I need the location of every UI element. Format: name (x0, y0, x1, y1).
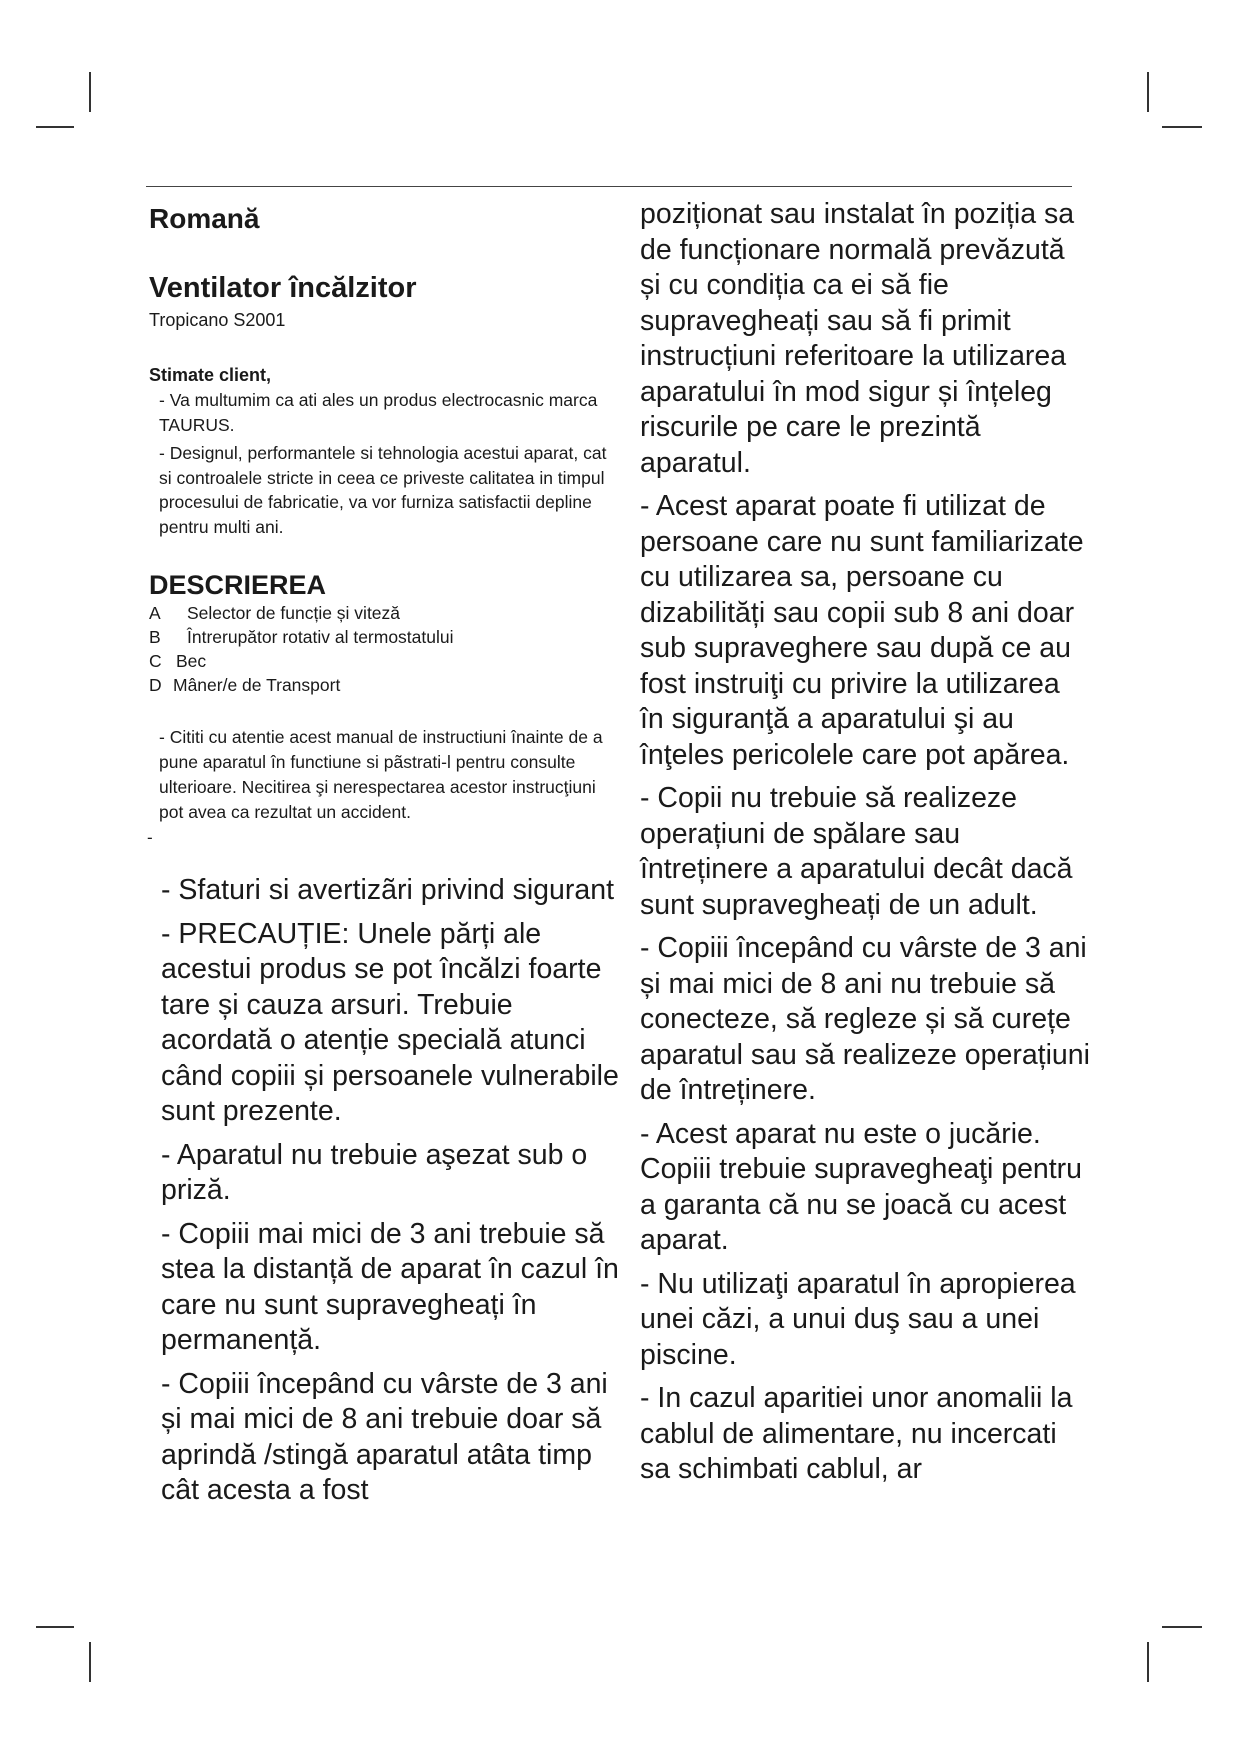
header-rule (146, 186, 1072, 187)
safety-paragraph: - Nu utilizaţi aparatul în apropierea unei căzi, a unui duş sau a unei piscine. (640, 1267, 1076, 1371)
description-item (149, 673, 619, 697)
intro-paragraph: - Va multumim ca ati ales un produs electrocasnic marca TAURUS. (159, 390, 598, 435)
safety-paragraph: poziționat sau instalat în poziția sa de funcționare normală prevăzută și cu condiția ca ei să fie supravegheați sau să fi primit instrucțiuni referitoare la utilizarea aparatului în mod sigur și înțeleg riscurile pe care le prezintă aparatul. (640, 198, 1075, 479)
crop-mark-bottom-right-h (1162, 1626, 1202, 1628)
description-label: Întrerupător rotativ al termostatului (187, 627, 454, 647)
safety-paragraph: - Copiii mai mici de 3 ani trebuie să stea la distanță de aparat în cazul în care nu sunt supravegheați în permanență. (161, 1217, 619, 1356)
safety-paragraph: - Acest aparat poate fi utilizat de persoane care nu sunt familiarizate cu utilizarea sa, persoane cu dizabilități sau copii sub 8 ani doar sub supraveghere sau după ce au fost instruiţi cu privire la utilizarea în siguranţă a aparatului şi au înţeles pericolele care pot apărea. (640, 490, 1084, 771)
crop-mark-bottom-left-h (36, 1626, 74, 1628)
left-column (149, 200, 619, 1517)
description-item (149, 649, 619, 673)
safety-paragraph: - Sfaturi si avertizãri privind sigurant (161, 874, 614, 906)
safety-paragraph: - PRECAUȚIE: Unele părți ale acestui produs se pot încălzi foarte tare și cauza arsuri. Trebuie acordată o atenție specială atunci când copiii și persoanele vulnerabile sunt prezente. (161, 917, 619, 1127)
description-letter: A (149, 603, 161, 623)
description-item (149, 601, 619, 625)
description-list (149, 601, 619, 697)
description-letter: C (149, 651, 162, 671)
safety-paragraph: - Acest aparat nu este o jucărie. Copiii trebuie supravegheaţi pentru a garanta că nu se joacă cu acest aparat. (640, 1117, 1083, 1256)
model-name: Tropicano S2001 (149, 310, 286, 330)
greeting: Stimate client, (149, 365, 272, 385)
right-column (640, 197, 1090, 1496)
safety-paragraph: - Copiii începând cu vârste de 3 ani și mai mici de 8 ani nu trebuie să conecteze, să regleze și să curețe aparatul sau să realizeze operațiuni de întreținere. (640, 932, 1090, 1106)
dash-separator: - (147, 828, 153, 847)
crop-mark-bottom-right-v (1147, 1642, 1149, 1682)
safety-paragraph: - Copii nu trebuie să realizeze operațiuni de spălare sau întreținere a aparatului decât dacă sunt supravegheați de un adult. (640, 782, 1073, 921)
crop-mark-top-right-v (1147, 72, 1149, 112)
safety-paragraph: - Copiii începând cu vârste de 3 ani și mai mici de 8 ani trebuie doar să aprindă /stingă aparatul atâta timp cât acesta a fost (161, 1367, 608, 1506)
read-instructions-warning: - Cititi cu atentie acest manual de instructiuni înainte de a pune aparatul în functiune si pãstrati-l pentru consulte ulterioare. Necitirea şi nerespectarea acestor instrucţiuni pot avea ca rezultat un accident. (159, 727, 603, 822)
product-title: Ventilator încălzitor (149, 272, 417, 304)
crop-mark-top-right-h (1162, 126, 1202, 128)
description-label: Selector de funcție și viteză (187, 603, 401, 623)
intro-paragraph: - Designul, performantele si tehnologia acestui aparat, cat si controalele stricte in ceea ce priveste calitatea in timpul procesului de fabricatie, va vor furniza satisfactii depline pentru multi ani. (159, 443, 607, 537)
description-label: Bec (176, 651, 207, 671)
description-heading: DESCRIEREA (149, 570, 327, 600)
language-heading: Romană (149, 203, 260, 234)
crop-mark-top-left-h (36, 126, 74, 128)
description-item (149, 625, 619, 649)
description-label: Mâner/e de Transport (173, 675, 341, 695)
safety-paragraph: - In cazul aparitiei unor anomalii la cablul de alimentare, nu incercati sa schimbati cablul, ar (640, 1382, 1073, 1485)
description-letter: D (149, 675, 162, 695)
crop-mark-bottom-left-v (89, 1642, 91, 1682)
crop-mark-top-left-v (89, 72, 91, 112)
safety-paragraph: - Aparatul nu trebuie aşezat sub o priză. (161, 1138, 588, 1206)
description-letter: B (149, 627, 161, 647)
